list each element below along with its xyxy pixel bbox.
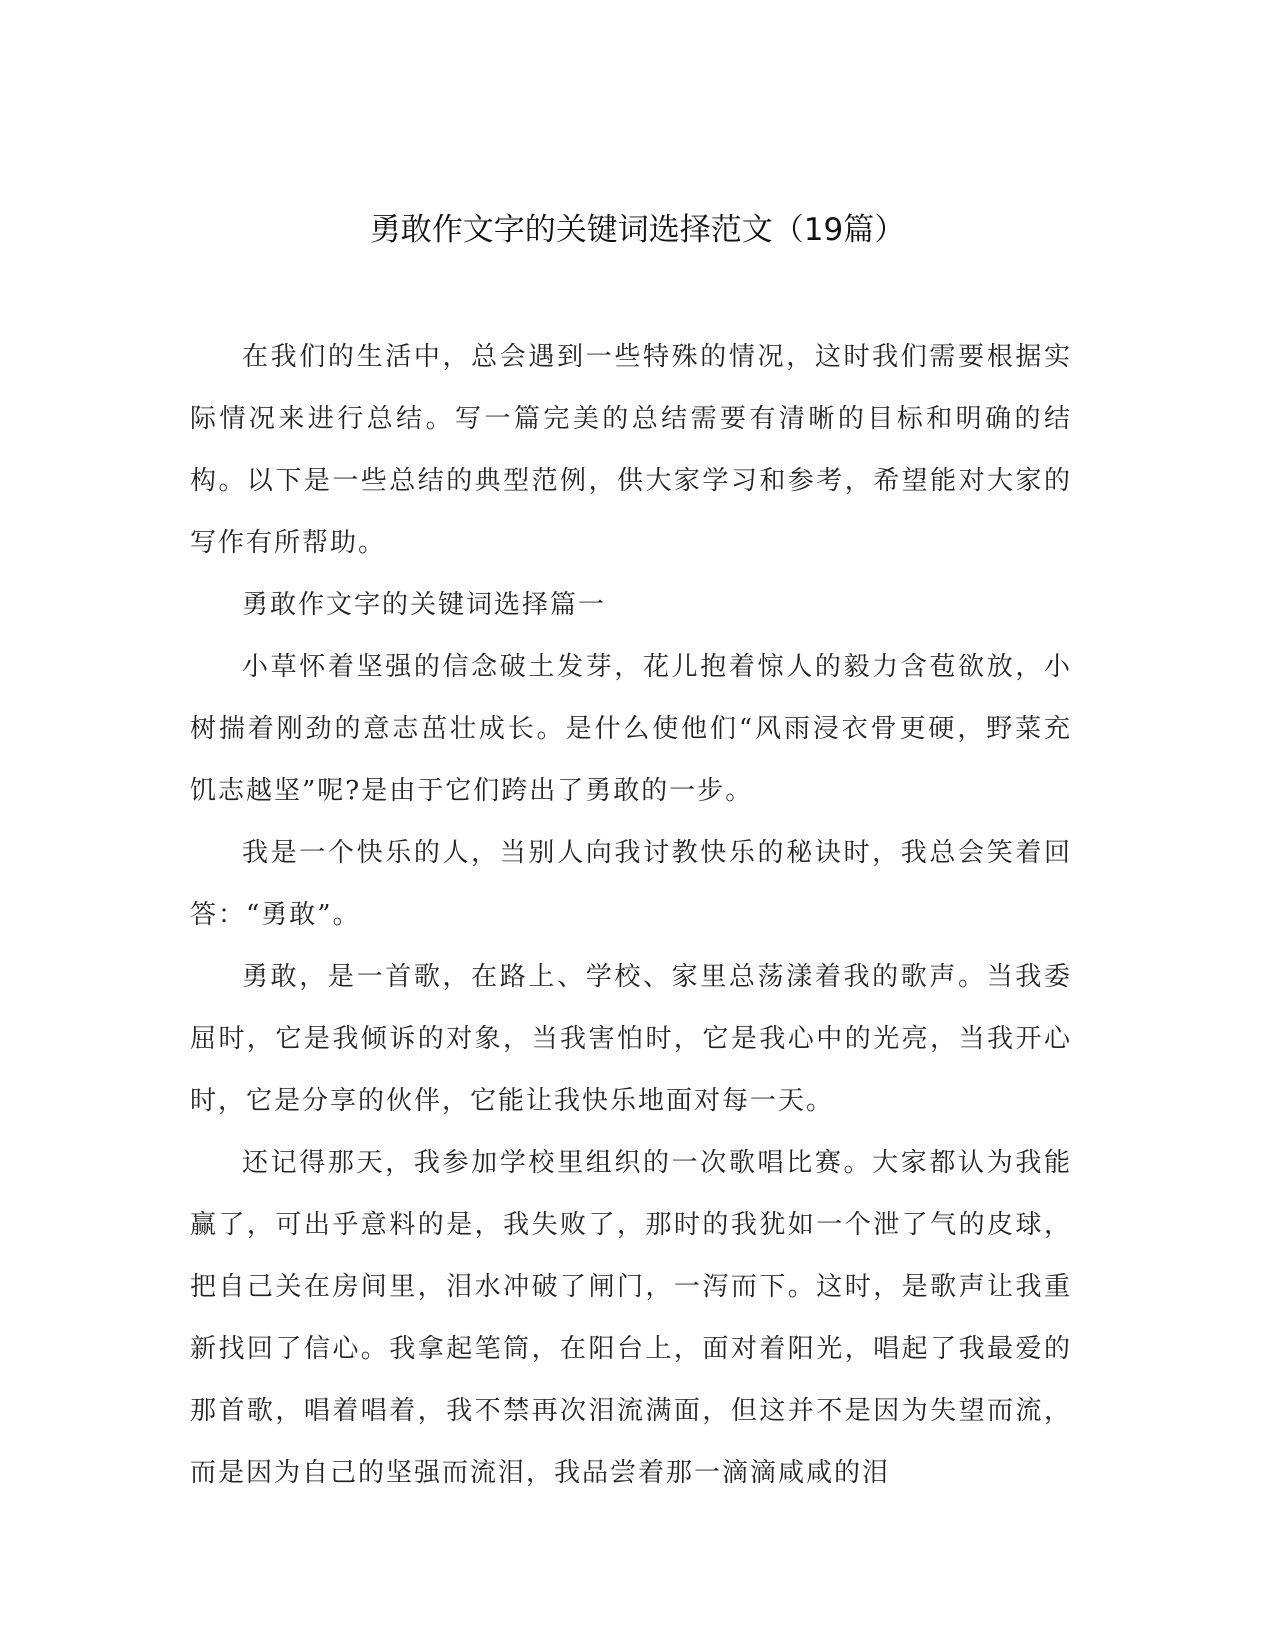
- paragraph: 我是一个快乐的人，当别人向我讨教快乐的秘诀时，我总会笑着回答：“勇敢”。: [190, 838, 1072, 930]
- paragraph: 勇敢，是一首歌，在路上、学校、家里总荡漾着我的歌声。当我委屈时，它是我倾诉的对象，当我害怕时，它是我心中的光亮，当我开心时，它是分享的伙伴，它能让我快乐地面对每一天。: [190, 962, 1072, 1116]
- paragraph: 还记得那天，我参加学校里组织的一次歌唱比赛。大家都认为我能赢了，可出乎意料的是，我失败了，那时的我犹如一个泄了气的皮球，把自己关在房间里，泪水冲破了闸门，一泻而下。这时，是歌声让我重新找回了信心。我拿起笔筒，在阳台上，面对着阳光，唱起了我最爱的那首歌，唱着唱着，我不禁再次泪流满面，但这并不是因为失望而流，而是因为自己的坚强而流泪，我品尝着那一滴滴咸咸的泪: [190, 1148, 1072, 1488]
- document-title: 勇敢作文字的关键词选择范文（19篇）: [369, 212, 906, 248]
- document-body: [190, 326, 1072, 1504]
- intro-paragraph: 在我们的生活中，总会遇到一些特殊的情况，这时我们需要根据实际情况来进行总结。写一篇完美的总结需要有清晰的目标和明确的结构。以下是一些总结的典型范例，供大家学习和参考，希望能对大家的写作有所帮助。: [190, 342, 1072, 558]
- paragraph: 小草怀着坚强的信念破土发芽，花儿抱着惊人的毅力含苞欲放，小树揣着刚劲的意志茁壮成长。是什么使他们“风雨浸衣骨更硬，野菜充饥志越坚”呢?是由于它们跨出了勇敢的一步。: [190, 652, 1072, 806]
- section-heading: 勇敢作文字的关键词选择篇一: [242, 590, 607, 620]
